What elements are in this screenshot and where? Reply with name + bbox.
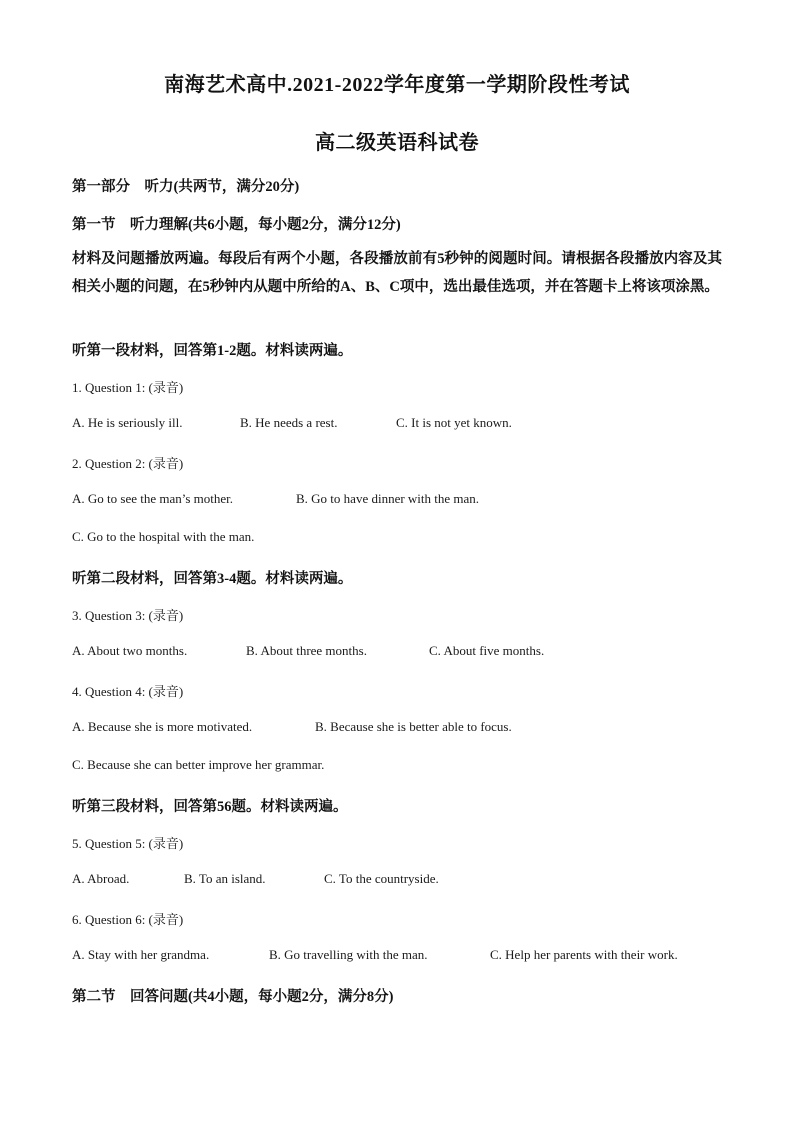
q4-option-c: C. Because she can better improve her grammar.	[72, 757, 325, 772]
exam-subtitle: 高二级英语科试卷	[315, 132, 479, 154]
section1-heading: 第一节 听力理解(共6小题，每小题2分，满分12分)	[72, 217, 401, 233]
q3-option-b: B. About three months.	[246, 643, 367, 658]
q3-option-c: C. About five months.	[429, 643, 545, 658]
q3-option-a: A. About two months.	[72, 643, 188, 658]
q5-option-b: B. To an island.	[184, 871, 266, 886]
question-4-label: 4. Question 4: (录音)	[72, 684, 184, 699]
q1-option-a: A. He is seriously ill.	[72, 415, 183, 430]
question-6-label: 6. Question 6: (录音)	[72, 912, 184, 927]
q5-option-c: C. To the countryside.	[324, 871, 439, 886]
q4-option-a: A. Because she is more motivated.	[72, 719, 253, 734]
q6-option-b: B. Go travelling with the man.	[269, 947, 428, 962]
q6-option-a: A. Stay with her grandma.	[72, 947, 210, 962]
question-2-label: 2. Question 2: (录音)	[72, 456, 184, 471]
instructions-paragraph: 材料及问题播放两遍。每段后有两个小题，各段播放前有5秒钟的阅题时间。请根据各段播放内容及其相关小题的问题，在5秒钟内从题中所给的A、B、C项中，选出最佳选项，并在答题卡上将该项涂黑。	[72, 251, 722, 295]
q2-option-c: C. Go to the hospital with the man.	[72, 529, 255, 544]
group3-heading: 听第三段材料，回答第56题。材料读两遍。	[72, 799, 348, 815]
question-1-label: 1. Question 1: (录音)	[72, 380, 184, 395]
group1-heading: 听第一段材料，回答第1-2题。材料读两遍。	[72, 343, 353, 359]
group2-heading: 听第二段材料，回答第3-4题。材料读两遍。	[72, 571, 353, 587]
exam-title: 南海艺术高中.2021-2022学年度第一学期阶段性考试	[164, 74, 630, 96]
q4-option-b: B. Because she is better able to focus.	[315, 719, 512, 734]
question-5-label: 5. Question 5: (录音)	[72, 836, 184, 851]
section2-heading: 第二节 回答问题(共4小题，每小题2分，满分8分)	[72, 989, 394, 1005]
question-3-label: 3. Question 3: (录音)	[72, 608, 184, 623]
q5-option-a: A. Abroad.	[72, 871, 130, 886]
q1-option-b: B. He needs a rest.	[240, 415, 338, 430]
q2-option-b: B. Go to have dinner with the man.	[296, 491, 480, 506]
q1-option-c: C. It is not yet known.	[396, 415, 512, 430]
part1-heading: 第一部分 听力(共两节，满分20分)	[72, 179, 300, 195]
q6-option-c: C. Help her parents with their work.	[490, 947, 678, 962]
q2-option-a: A. Go to see the man’s mother.	[72, 491, 234, 506]
